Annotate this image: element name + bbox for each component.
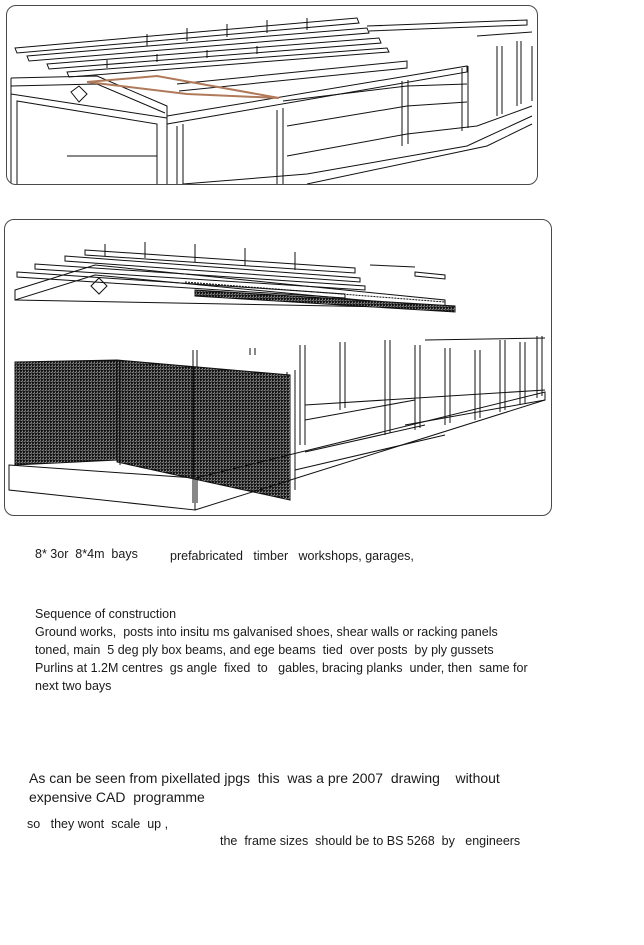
note-line-3: so they wont scale up , — [27, 817, 169, 831]
bays-caption: 8* 3or 8*4m bays — [35, 547, 138, 561]
roof-brace — [87, 76, 279, 98]
frame-drawing-exploded — [4, 219, 552, 516]
sequence-line-2: toned, main 5 deg ply box beams, and ege beams tied over posts by ply gussets — [35, 643, 494, 657]
note-line-2: expensive CAD programme — [29, 789, 205, 805]
sequence-line-4: next two bays — [35, 679, 112, 693]
main-beams-and-posts — [167, 41, 532, 184]
shear-wall-panels — [15, 350, 295, 503]
sequence-heading: Sequence of construction — [35, 607, 177, 621]
frame-drawing-assembled — [6, 5, 538, 185]
sequence-line-3: Purlins at 1.2M centres gs angle fixed to gables, bracing planks under, then same for — [35, 661, 528, 675]
gable-end — [11, 76, 167, 184]
note-line-1: As can be seen from pixellated jpgs this was a pre 2007 drawing without — [29, 770, 500, 786]
assembled-frame-svg — [7, 6, 537, 184]
building-type-caption: prefabricated timber workshops, garages, — [170, 549, 414, 563]
note-line-4: the frame sizes should be to BS 5268 by engineers — [220, 834, 521, 848]
exploded-purlins — [17, 242, 445, 298]
sequence-line-1: Ground works, posts into insitu ms galvanised shoes, shear walls or racking panels — [35, 625, 498, 639]
gusset-diamond — [71, 86, 87, 102]
exploded-frame-svg — [5, 220, 551, 515]
